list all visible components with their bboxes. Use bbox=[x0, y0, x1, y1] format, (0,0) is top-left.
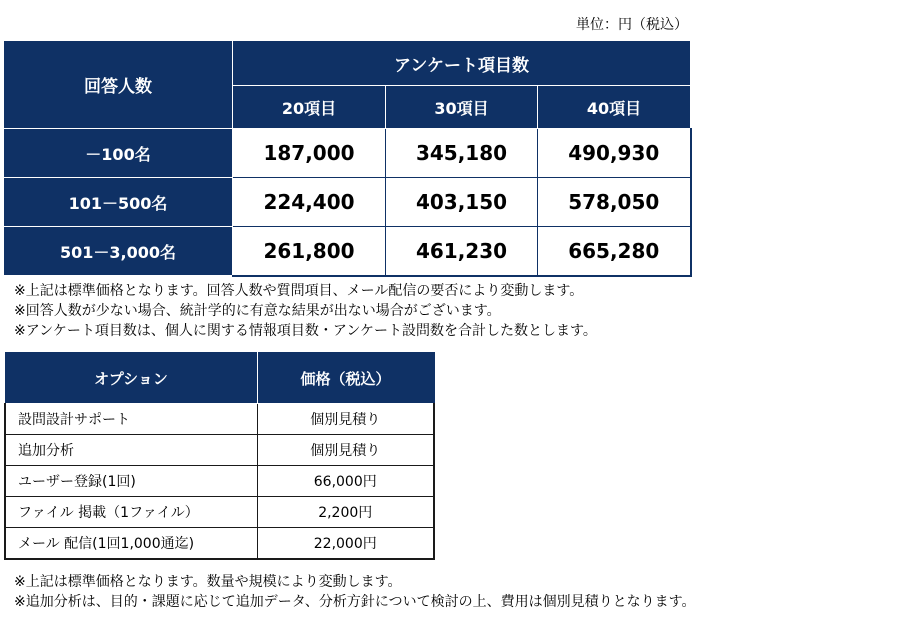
price-cell: 665,280 bbox=[538, 227, 691, 276]
price-cell: 490,930 bbox=[538, 129, 691, 178]
note-line: ※回答人数が少ない場合、統計学的に有意な結果が出ない場合がございます。 bbox=[14, 303, 501, 319]
option-name: ファイル 掲載（1ファイル） bbox=[5, 497, 257, 528]
note-line: ※アンケート項目数は、個人に関する情報項目数・アンケート設問数を合計した数とします。 bbox=[14, 323, 597, 339]
table-row bbox=[5, 435, 434, 466]
row-label: －100名 bbox=[4, 129, 233, 178]
option-price: 2,200円 bbox=[257, 497, 434, 528]
price-table bbox=[3, 40, 692, 277]
option-name: メール 配信(1回1,000通迄) bbox=[5, 528, 257, 560]
option-notes bbox=[14, 572, 696, 612]
unit-label: 単位：円（税込） bbox=[576, 17, 688, 33]
option-name: ユーザー登録(1回) bbox=[5, 466, 257, 497]
group-header-survey-items: アンケート項目数 bbox=[233, 41, 691, 86]
column-header: 30項目 bbox=[386, 86, 538, 129]
price-header: 価格（税込） bbox=[257, 353, 434, 404]
table-row bbox=[4, 178, 691, 227]
row-header-respondents: 回答人数 bbox=[4, 41, 233, 129]
option-name: 追加分析 bbox=[5, 435, 257, 466]
option-price: 個別見積り bbox=[257, 404, 434, 435]
option-name: 設問設計サポート bbox=[5, 404, 257, 435]
price-cell: 461,230 bbox=[386, 227, 538, 276]
note-line: ※追加分析は、目的・課題に応じて追加データ、分析方針について検討の上、費用は個別見積りとなります。 bbox=[14, 594, 696, 610]
row-label: 101－500名 bbox=[4, 178, 233, 227]
option-price: 22,000円 bbox=[257, 528, 434, 560]
option-price: 66,000円 bbox=[257, 466, 434, 497]
table-row bbox=[5, 528, 434, 560]
price-cell: 345,180 bbox=[386, 129, 538, 178]
option-header: オプション bbox=[5, 353, 257, 404]
table-row bbox=[4, 227, 691, 276]
option-table bbox=[4, 352, 435, 560]
note-line: ※上記は標準価格となります。回答人数や質問項目、メール配信の要否により変動します。 bbox=[14, 283, 584, 299]
pricing-notes bbox=[14, 281, 597, 341]
price-cell: 403,150 bbox=[386, 178, 538, 227]
note-line: ※上記は標準価格となります。数量や規模により変動します。 bbox=[14, 574, 402, 590]
price-cell: 187,000 bbox=[233, 129, 386, 178]
table-row bbox=[5, 404, 434, 435]
table-row bbox=[4, 129, 691, 178]
row-label: 501－3,000名 bbox=[4, 227, 233, 276]
price-cell: 578,050 bbox=[538, 178, 691, 227]
price-cell: 224,400 bbox=[233, 178, 386, 227]
table-row bbox=[5, 497, 434, 528]
table-row bbox=[5, 466, 434, 497]
column-header: 40項目 bbox=[538, 86, 691, 129]
price-cell: 261,800 bbox=[233, 227, 386, 276]
column-header: 20項目 bbox=[233, 86, 386, 129]
option-price: 個別見積り bbox=[257, 435, 434, 466]
